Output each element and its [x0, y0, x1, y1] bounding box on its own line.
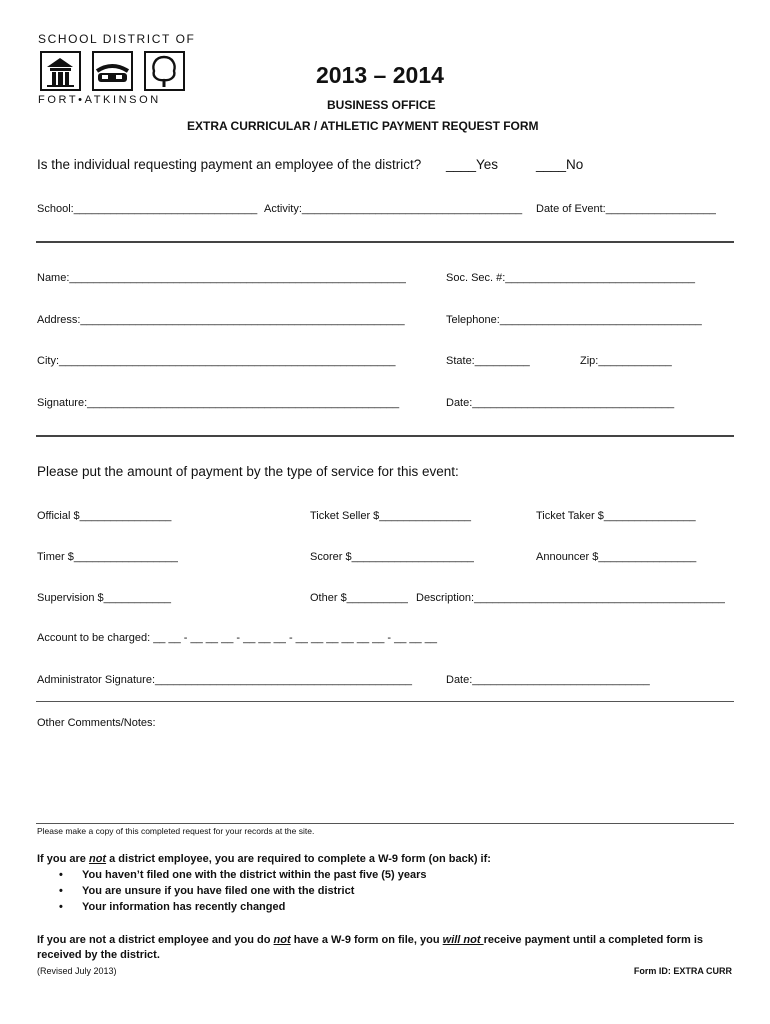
state-field[interactable]: State:_________ — [446, 355, 530, 367]
city-field[interactable]: City:_______________________________________________________ — [37, 355, 396, 367]
services-heading: Please put the amount of payment by the type of service for this event: — [37, 464, 459, 479]
description-field[interactable]: Description:_________________________________________ — [416, 592, 725, 604]
name-field[interactable]: Name:_______________________________________________________ — [37, 272, 406, 284]
admin-signature-field[interactable]: Administrator Signature:__________________________________________ — [37, 674, 412, 686]
event-date-field[interactable]: Date of Event:__________________ — [536, 203, 716, 215]
w9-conditions-list — [37, 867, 427, 915]
w9-not-emphasis: not — [88, 853, 107, 865]
payment-warning-line2: received by the district. — [37, 949, 160, 961]
ticket-taker-field[interactable]: Ticket Taker $_______________ — [536, 510, 696, 522]
list-item: • You are unsure if you have filed one with the district — [37, 883, 427, 899]
revised-date: (Revised July 2013) — [37, 966, 117, 976]
school-field[interactable]: School:______________________________ — [37, 203, 258, 215]
w9-text: If you are — [37, 853, 89, 865]
comments-label: Other Comments/Notes: — [37, 717, 156, 729]
section-divider — [36, 435, 734, 437]
building-icon — [92, 51, 133, 91]
signature-date-field[interactable]: Date:_________________________________ — [446, 397, 675, 409]
warning-text: If you are not a district employee and you do — [37, 934, 274, 946]
form-id: Form ID: EXTRA CURR — [633, 966, 732, 976]
ticket-seller-field[interactable]: Ticket Seller $_______________ — [310, 510, 472, 522]
warning-text: receive payment until a completed form is — [483, 934, 704, 946]
ssn-field[interactable]: Soc. Sec. #:_______________________________ — [446, 272, 695, 284]
office-heading: BUSINESS OFFICE — [327, 98, 436, 112]
zip-field[interactable]: Zip:____________ — [580, 355, 672, 367]
section-divider — [36, 241, 734, 243]
payment-warning — [37, 934, 703, 946]
admin-date-field[interactable]: Date:_____________________________ — [446, 674, 650, 686]
logo-top-text: SCHOOL DISTRICT OF — [38, 32, 196, 46]
logo-bottom-text: FORT•ATKINSON — [38, 94, 161, 106]
w9-requirement — [37, 853, 491, 865]
signature-field[interactable]: Signature:___________________________________________________ — [37, 397, 400, 409]
other-field[interactable]: Other $__________ — [310, 592, 408, 604]
announcer-field[interactable]: Announcer $________________ — [536, 551, 697, 563]
list-item: • Your information has recently changed — [37, 899, 427, 915]
official-field[interactable]: Official $_______________ — [37, 510, 172, 522]
employee-yes-field[interactable]: ____Yes — [446, 157, 499, 172]
warning-not-emphasis: not — [273, 934, 291, 946]
timer-field[interactable]: Timer $_________________ — [37, 551, 178, 563]
warning-will-not-emphasis: will not — [442, 934, 484, 946]
w9-text: a district employee, you are required to complete a W-9 form (on back) if: — [106, 853, 491, 865]
list-item: • You haven’t filed one with the district within the past five (5) years — [37, 867, 427, 883]
schoolhouse-icon — [40, 51, 81, 91]
copy-note: Please make a copy of this completed request for your records at the site. — [37, 826, 315, 836]
section-divider — [36, 701, 734, 702]
supervision-field[interactable]: Supervision $___________ — [37, 592, 171, 604]
tree-icon — [144, 51, 185, 91]
year-heading: 2013 – 2014 — [316, 62, 444, 88]
address-field[interactable]: Address:_____________________________________________________ — [37, 314, 405, 326]
scorer-field[interactable]: Scorer $____________________ — [310, 551, 474, 563]
account-field[interactable]: Account to be charged: __ __ - __ __ __ - __ __ __ - __ __ __ __ __ __ - __ __ __ — [37, 632, 437, 644]
section-divider — [36, 823, 734, 824]
form-title: EXTRA CURRICULAR / ATHLETIC PAYMENT REQUEST FORM — [187, 119, 539, 133]
comments-area[interactable] — [36, 735, 734, 820]
employee-question: Is the individual requesting payment an employee of the district? — [37, 157, 422, 172]
activity-field[interactable]: Activity:____________________________________ — [264, 203, 523, 215]
warning-text: have a W-9 form on file, you — [290, 934, 443, 946]
employee-no-field[interactable]: ____No — [536, 157, 584, 172]
telephone-field[interactable]: Telephone:_________________________________ — [446, 314, 702, 326]
